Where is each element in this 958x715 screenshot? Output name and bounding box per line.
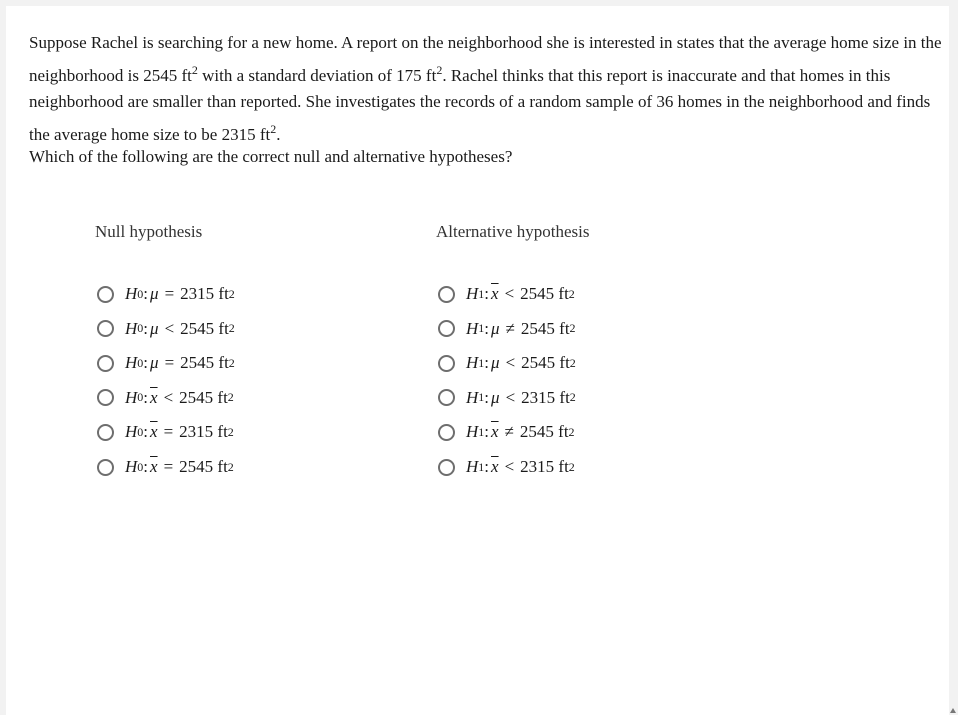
parameter: $\overline{x}$: [150, 422, 158, 442]
operator: <: [504, 457, 515, 476]
alt-option-3[interactable]: H 1 : μ < 2545 ft 2: [438, 350, 576, 376]
scroll-down-arrow-icon[interactable]: [950, 708, 956, 713]
hypothesis-subscript: 1: [478, 286, 485, 301]
unit-exponent: 2: [227, 424, 234, 439]
hypothesis-subscript: 1: [478, 321, 485, 336]
null-option-6[interactable]: H 0 : $\overline{x}$ = 2545 ft 2: [97, 454, 234, 480]
null-option-3[interactable]: H 0 : μ = 2545 ft 2: [97, 350, 235, 376]
null-radio-1[interactable]: [97, 286, 114, 303]
null-radio-4[interactable]: [97, 389, 114, 406]
value: 2545 ft: [519, 422, 569, 442]
hypothesis-symbol: H: [125, 457, 138, 476]
unit-exponent: 2: [568, 286, 575, 301]
alt-option-4[interactable]: H 1 : μ < 2315 ft 2: [438, 385, 576, 411]
hypothesis-subscript: 0: [137, 286, 144, 301]
value: 2315 ft: [521, 387, 570, 407]
operator: <: [505, 387, 516, 407]
null-option-2[interactable]: H 0 : μ < 2545 ft 2: [97, 316, 235, 342]
parameter: μ: [491, 318, 500, 338]
unit-exponent: 2: [227, 390, 234, 405]
parameter: μ: [150, 353, 159, 373]
hypothesis-symbol: H: [125, 422, 138, 442]
alt-radio-6[interactable]: [438, 459, 455, 476]
parameter: μ: [150, 318, 159, 338]
operator: =: [163, 457, 174, 476]
question-panel: [6, 6, 949, 715]
operator: =: [164, 353, 175, 373]
value: 2545 ft: [180, 353, 229, 373]
alt-option-1[interactable]: H 1 : $\overline{x}$ < 2545 ft 2: [438, 281, 575, 307]
hypothesis-symbol: H: [466, 387, 479, 407]
unit-exponent: 2: [569, 390, 576, 405]
hypothesis-subscript: 0: [137, 321, 144, 336]
parameter: $\overline{x}$: [150, 457, 158, 476]
null-option-1[interactable]: H 0 : μ = 2315 ft 2: [97, 281, 235, 307]
hypothesis-subscript: 1: [478, 390, 485, 405]
unit-exponent: 2: [227, 459, 234, 474]
value: 2545 ft: [180, 318, 229, 338]
operator: =: [164, 284, 175, 303]
hypothesis-subscript: 0: [137, 355, 144, 370]
hypothesis-symbol: H: [125, 387, 138, 407]
value: 2315 ft: [180, 284, 229, 303]
question-text: Suppose Rachel is searching for a new home. A report on the neighborhood she is interested in states that the average home size in the neighborhood is 2545 $ft^2$ with a standard deviation of 175 $ft^2$. Rachel thinks that this report is inaccurate and that homes in this neighborhood are smaller than reported. She investigates the records of a random sample of 36 homes in the neighborhood and finds the average home size to be 2315 $ft^2$.: [29, 33, 942, 144]
parameter: $\overline{x}$: [150, 387, 158, 407]
hypothesis-symbol: H: [125, 284, 138, 303]
alt-option-2[interactable]: H 1 : μ ≠ 2545 ft 2: [438, 316, 576, 342]
value: 2545 ft: [521, 353, 570, 373]
operator: <: [504, 284, 515, 303]
null-option-4[interactable]: H 0 : $\overline{x}$ < 2545 ft 2: [97, 385, 234, 411]
hypothesis-subscript: 1: [478, 355, 485, 370]
hypothesis-subscript: 0: [137, 390, 144, 405]
hypothesis-subscript: 1: [478, 459, 485, 474]
unit-exponent: 2: [228, 321, 235, 336]
alternative-hypothesis-heading: Alternative hypothesis: [436, 222, 590, 241]
alt-option-5[interactable]: H 1 : $\overline{x}$ ≠ 2545 ft 2: [438, 419, 575, 445]
unit-exponent: 2: [568, 459, 575, 474]
alt-radio-2[interactable]: [438, 320, 455, 337]
hypothesis-subscript: 0: [137, 459, 144, 474]
parameter: μ: [491, 387, 500, 407]
hypothesis-symbol: H: [125, 353, 138, 373]
operator: <: [163, 387, 174, 407]
null-hypothesis-heading: Null hypothesis: [95, 222, 203, 241]
parameter: $\overline{x}$: [491, 284, 499, 303]
unit-exponent: 2: [569, 321, 576, 336]
null-radio-3[interactable]: [97, 355, 114, 372]
operator: ≠: [505, 318, 515, 338]
null-radio-5[interactable]: [97, 424, 114, 441]
hypothesis-symbol: H: [466, 457, 479, 476]
hypothesis-symbol: H: [466, 284, 479, 303]
parameter: μ: [150, 284, 159, 303]
null-radio-6[interactable]: [97, 459, 114, 476]
value: 2545 ft: [179, 387, 228, 407]
parameter: $\overline{x}$: [491, 457, 499, 476]
alt-radio-3[interactable]: [438, 355, 455, 372]
hypothesis-symbol: H: [466, 318, 479, 338]
hypothesis-symbol: H: [125, 318, 138, 338]
operator: <: [164, 318, 175, 338]
value: 2315 ft: [179, 422, 228, 442]
hypothesis-subscript: 0: [137, 424, 144, 439]
operator: ≠: [504, 422, 514, 442]
hypothesis-symbol: H: [466, 422, 479, 442]
alt-option-6[interactable]: H 1 : $\overline{x}$ < 2315 ft 2: [438, 454, 575, 480]
value: 2315 ft: [520, 457, 569, 476]
operator: =: [163, 422, 174, 442]
parameter: μ: [491, 353, 500, 373]
operator: <: [505, 353, 516, 373]
alt-radio-5[interactable]: [438, 424, 455, 441]
null-radio-2[interactable]: [97, 320, 114, 337]
hypothesis-symbol: H: [466, 353, 479, 373]
value: 2545 ft: [179, 457, 228, 476]
value: 2545 ft: [520, 284, 569, 303]
value: 2545 ft: [520, 318, 570, 338]
null-option-5[interactable]: H 0 : $\overline{x}$ = 2315 ft 2: [97, 419, 234, 445]
parameter: $\overline{x}$: [491, 422, 499, 442]
question-prompt: Which of the following are the correct null and alternative hypotheses?: [29, 147, 513, 166]
alt-radio-1[interactable]: [438, 286, 455, 303]
unit-exponent: 2: [228, 286, 235, 301]
unit-exponent: 2: [569, 355, 576, 370]
unit-exponent: 2: [568, 424, 575, 439]
unit-exponent: 2: [228, 355, 235, 370]
alt-radio-4[interactable]: [438, 389, 455, 406]
hypothesis-subscript: 1: [478, 424, 485, 439]
